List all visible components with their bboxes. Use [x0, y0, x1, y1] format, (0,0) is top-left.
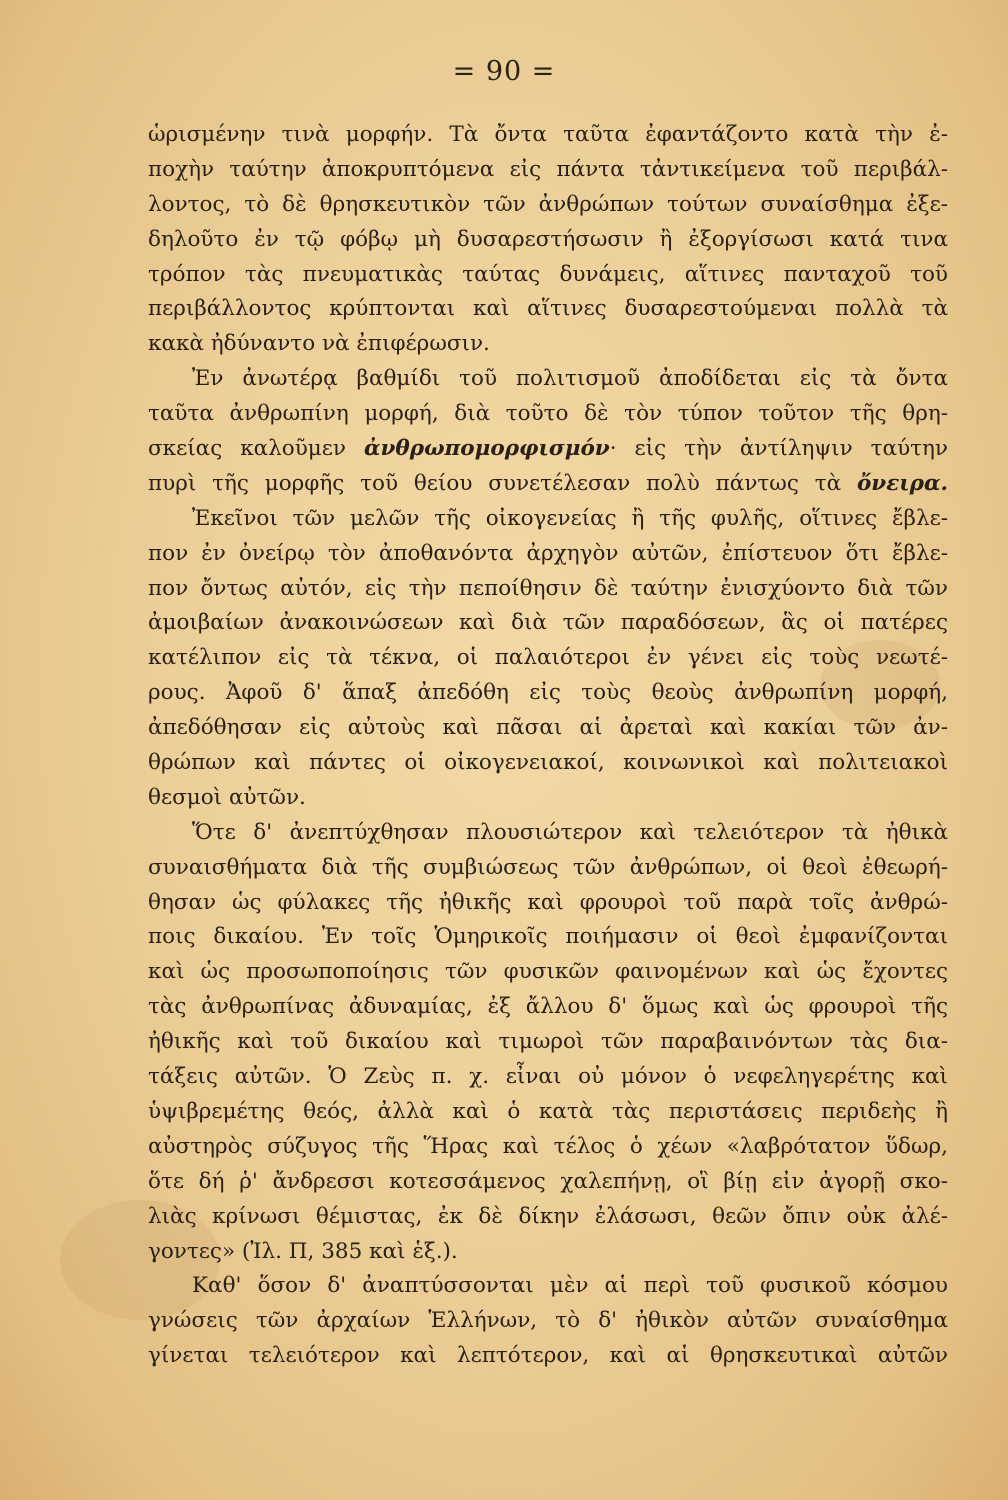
text-line: ταῦτα ἀνθρωπίνη μορφή, διὰ τοῦτο δὲ τὸν τύπον τοῦτον τῆς θρη-: [148, 401, 948, 427]
text-line: θρώπων καὶ πάντες οἱ οἰκογενειακοί, κοινωνικοὶ καὶ πολιτειακοὶ: [148, 750, 948, 776]
emphasized-term: ἀνθρωπομορφισμόν: [363, 436, 610, 462]
text-line: ρους. Ἀφοῦ δ' ἅπαξ ἀπεδόθη εἰς τοὺς θεοὺς ἀνθρωπίνη μορφή,: [148, 680, 948, 706]
text-line: [148, 467, 948, 502]
text-line: τὰς ἀνθρωπίνας ἀδυναμίας, ἐξ ἄλλου δ' ὅμως καὶ ὡς φρουροὶ τῆς: [148, 994, 948, 1020]
text-fragment: · εἰς τὴν ἀντίληψιν ταύτην: [609, 436, 948, 462]
text-line: ποις δικαίου. Ἐν τοῖς Ὁμηρικοῖς ποιήμασιν οἱ θεοὶ ἐμφανίζονται: [148, 924, 948, 950]
page-number: = 90 =: [452, 56, 556, 87]
text-line: γίνεται τελειότερον καὶ λεπτότερον, καὶ αἱ θρησκευτικαὶ αὐτῶν: [148, 1343, 948, 1369]
text-line: πον ὄντως αὐτόν, εἰς τὴν πεποίθησιν δὲ ταύτην ἐνισχύοντο διὰ τῶν: [148, 575, 948, 601]
text-line: ὅτε δή ῥ' ἄνδρεσσι κοτεσσάμενος χαλεπήνῃ, οἳ βίῃ εἰν ἀγορῇ σκο-: [148, 1168, 948, 1194]
paragraph-1: [148, 118, 948, 362]
text-line: κατέλιπον εἰς τὰ τέκνα, οἱ παλαιότεροι ἐν γένει εἰς τοὺς νεωτέ-: [148, 645, 948, 671]
text-fragment: σκείας καλοῦμεν: [148, 436, 364, 462]
text-line: τάξεις αὐτῶν. Ὁ Ζεὺς π. χ. εἶναι οὐ μόνον ὁ νεφεληγερέτης καὶ: [148, 1064, 948, 1090]
paragraph-3: [148, 502, 948, 816]
text-line: πον ἐν ὀνείρῳ τὸν ἀποθανόντα ἀρχηγὸν αὐτῶν, ἐπίστευον ὅτι ἔβλε-: [148, 540, 948, 566]
text-line: Ὅτε δ' ἀνεπτύχθησαν πλουσιώτερον καὶ τελειότερον τὰ ἠθικὰ: [192, 819, 948, 845]
text-line: γοντες» (Ἰλ. Π, 385 καὶ ἑξ.).: [148, 1238, 458, 1264]
text-line: θησαν ὡς φύλακες τῆς ἠθικῆς καὶ φρουροὶ τοῦ παρὰ τοῖς ἀνθρώ-: [148, 889, 948, 915]
text-line: Ἐκεῖνοι τῶν μελῶν τῆς οἰκογενείας ἢ τῆς φυλῆς, οἵτινες ἔβλε-: [192, 505, 948, 531]
text-line: ποχὴν ταύτην ἀποκρυπτόμενα εἰς πάντα τἀντικείμενα τοῦ περιβάλ-: [148, 156, 948, 182]
text-line: [148, 432, 948, 467]
text-line: συναισθήματα διὰ τῆς συμβιώσεως τῶν ἀνθρώπων, οἱ θεοὶ ἐθεωρή-: [148, 854, 948, 880]
text-line: περιβάλλοντος κρύπτονται καὶ αἵτινες δυσαρεστούμεναι πολλὰ τὰ: [148, 296, 948, 322]
text-line: θεσμοὶ αὐτῶν.: [148, 784, 306, 810]
text-line: τρόπον τὰς πνευματικὰς ταύτας δυνάμεις, αἵτινες πανταχοῦ τοῦ: [148, 261, 948, 287]
text-fragment: πυρὶ τῆς μορφῆς τοῦ θείου συνετέλεσαν πολὺ πάντως τὰ: [148, 470, 857, 496]
text-line: λιὰς κρίνωσι θέμιστας, ἐκ δὲ δίκην ἐλάσωσι, θεῶν ὄπιν οὐκ ἀλέ-: [148, 1203, 948, 1229]
text-line: καὶ ὡς προσωποποίησις τῶν φυσικῶν φαινομένων καὶ ὡς ἔχοντες: [148, 959, 948, 985]
text-line: ἀμοιβαίων ἀνακοινώσεων καὶ διὰ τῶν παραδόσεων, ἃς οἱ πατέρες: [148, 610, 948, 636]
paragraph-5: [148, 1269, 948, 1374]
text-line: αὐστηρὸς σύζυγος τῆς Ἥρας καὶ τέλος ὁ χέων «λαβρότατον ὕδωρ,: [148, 1133, 948, 1159]
emphasized-term: ὄνειρα.: [856, 470, 948, 496]
paragraph-4: [148, 816, 948, 1270]
text-line: ὡρισμένην τινὰ μορφήν. Τὰ ὄντα ταῦτα ἐφαντάζοντο κατὰ τὴν ἐ-: [148, 122, 948, 147]
text-line: δηλοῦτο ἐν τῷ φόβῳ μὴ δυσαρεστήσωσιν ἢ ἐξοργίσωσι κατά τινα: [148, 226, 948, 252]
text-line: κακὰ ἠδύναντο νὰ ἐπιφέρωσιν.: [148, 331, 490, 357]
paragraph-2: [148, 362, 948, 502]
text-line: ὑψιβρεμέτης θεός, ἀλλὰ καὶ ὁ κατὰ τὰς περιστάσεις περιδεὴς ἢ: [148, 1098, 948, 1124]
text-line: ἀπεδόθησαν εἰς αὐτοὺς καὶ πᾶσαι αἱ ἀρεταὶ καὶ κακίαι τῶν ἀν-: [148, 715, 948, 741]
text-line: Καθ' ὅσον δ' ἀναπτύσσονται μὲν αἱ περὶ τοῦ φυσικοῦ κόσμου: [192, 1273, 948, 1299]
text-line: λοντος, τὸ δὲ θρησκευτικὸν τῶν ἀνθρώπων τούτων συναίσθημα ἐξε-: [148, 191, 948, 217]
text-line: Ἐν ἀνωτέρᾳ βαθμίδι τοῦ πολιτισμοῦ ἀποδίδεται εἰς τὰ ὄντα: [192, 366, 948, 392]
text-line: ἠθικῆς καὶ τοῦ δικαίου καὶ τιμωροὶ τῶν παραβαινόντων τὰς δια-: [148, 1029, 948, 1055]
body-text: [148, 118, 948, 1374]
text-line: γνώσεις τῶν ἀρχαίων Ἑλλήνων, τὸ δ' ἠθικὸν αὐτῶν συναίσθημα: [148, 1308, 948, 1334]
